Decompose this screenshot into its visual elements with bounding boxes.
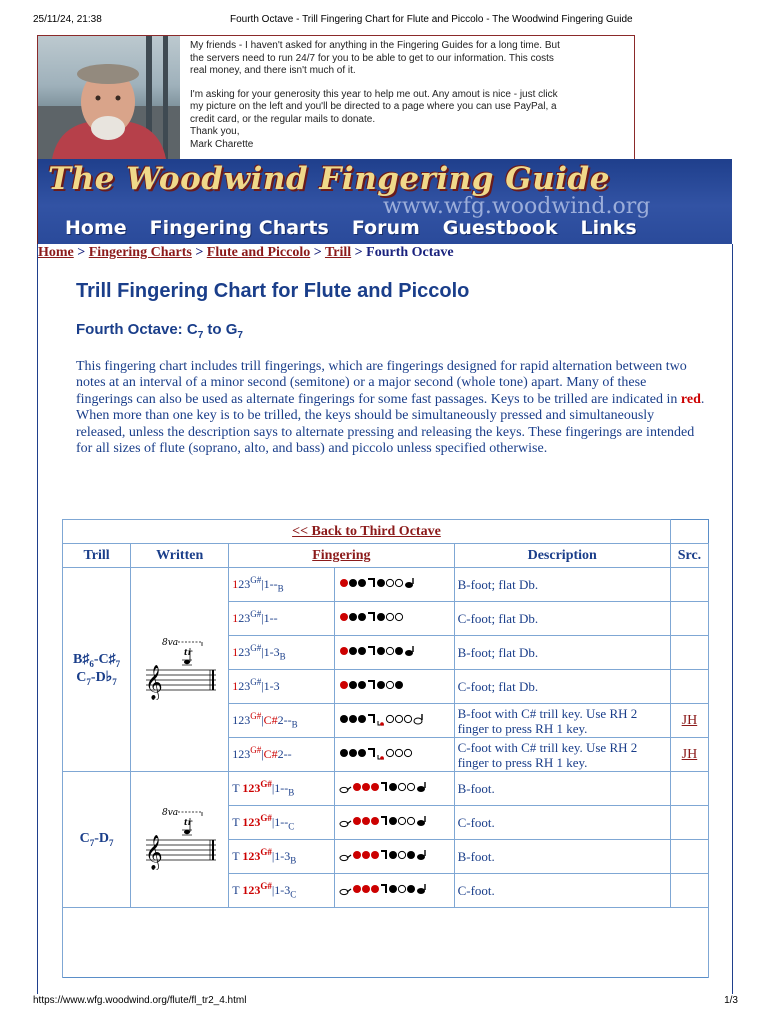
description-cell: C-foot; flat Db. bbox=[454, 670, 670, 704]
svg-text:𝄞: 𝄞 bbox=[144, 664, 163, 700]
nav-links[interactable]: Links bbox=[580, 217, 637, 239]
key-diagram-icon bbox=[338, 575, 450, 591]
fingering-diagram bbox=[335, 806, 454, 840]
description-cell: B-foot. bbox=[454, 772, 670, 806]
breadcrumb-home[interactable]: Home bbox=[38, 245, 74, 260]
source-cell bbox=[670, 704, 708, 738]
breadcrumb-current: Fourth Octave bbox=[366, 245, 454, 260]
donation-line: the servers need to run 24/7 for you to be able to get to our information. This costs bbox=[190, 52, 554, 64]
fingering-diagram bbox=[335, 738, 454, 772]
site-banner bbox=[37, 159, 732, 244]
treble-staff-notation bbox=[140, 806, 220, 870]
header-source: Src. bbox=[670, 544, 708, 568]
page-title: Trill Fingering Chart for Flute and Piccolo bbox=[76, 280, 470, 302]
donation-line: my picture on the left and you'll be directed to a page where you can use PayPal, a bbox=[190, 101, 557, 112]
nav-guestbook[interactable]: Guestbook bbox=[442, 217, 558, 239]
key-diagram-icon bbox=[338, 609, 450, 625]
donation-line: credit card, or the regular mails to donate. bbox=[190, 113, 376, 125]
fingering-diagram bbox=[335, 704, 454, 738]
header-trill: Trill bbox=[63, 544, 131, 568]
svg-text:tr: tr bbox=[183, 816, 192, 827]
key-diagram-icon bbox=[338, 847, 450, 863]
key-diagram-icon bbox=[338, 643, 450, 659]
donation-box bbox=[37, 35, 635, 160]
fingering-text: $123^{G\#}|C\#2--$ bbox=[229, 738, 335, 772]
fingering-diagram bbox=[335, 874, 454, 908]
svg-text:𝄞: 𝄞 bbox=[144, 834, 163, 870]
donation-line: real money, and there isn't much of it. bbox=[190, 65, 356, 76]
description-cell: B-foot; flat Db. bbox=[454, 568, 670, 602]
site-logo[interactable]: The Woodwind Fingering Guide bbox=[48, 161, 610, 197]
description-cell: B-foot; flat Db. bbox=[454, 636, 670, 670]
fingering-diagram bbox=[335, 840, 454, 874]
site-url: www.wfg.woodwind.org bbox=[383, 194, 651, 219]
fingering-text: T $123^{G\#}|1-3_B$ bbox=[229, 840, 335, 874]
breadcrumb: Home > Fingering Charts > Flute and Piccolo > Trill > Fourth Octave bbox=[38, 245, 454, 260]
header-written: Written bbox=[131, 544, 229, 568]
description-cell: C-foot. bbox=[454, 806, 670, 840]
nav-home[interactable]: Home bbox=[65, 217, 127, 239]
nav-forum[interactable]: Forum bbox=[351, 217, 420, 239]
key-diagram-icon bbox=[338, 745, 450, 761]
print-url: https://www.wfg.woodwind.org/flute/fl_tr2_4.html bbox=[33, 995, 247, 1006]
fingering-text: T $123^{G\#}|1--_B$ bbox=[229, 772, 335, 806]
svg-text:tr: tr bbox=[183, 646, 192, 657]
source-cell bbox=[670, 874, 708, 908]
written-notation-1 bbox=[131, 568, 229, 772]
fingering-diagram bbox=[335, 670, 454, 704]
header-description: Description bbox=[454, 544, 670, 568]
written-notation-2 bbox=[131, 772, 229, 908]
header-fingering[interactable]: Fingering bbox=[229, 544, 454, 568]
print-page-number: 1/3 bbox=[724, 995, 738, 1006]
fingering-text: T $123^{G\#}|1--_C$ bbox=[229, 806, 335, 840]
red-keyword: red bbox=[680, 391, 701, 407]
donation-line: Thank you, bbox=[190, 126, 240, 137]
source-cell bbox=[670, 636, 708, 670]
description-cell: B-foot. bbox=[454, 840, 670, 874]
treble-staff-notation bbox=[140, 636, 220, 700]
donation-line: Mark Charette bbox=[190, 138, 254, 150]
source-link-jh[interactable]: JH bbox=[681, 713, 698, 728]
intro-paragraph: This fingering chart includes trill fingerings, which are fingerings designed for rapid alternation between two notes at an interval of a minor second (semitone) or a major second (whole tone) apart. Many of these fingerings can also be used as alternate fingerings for some fast passages. Keys to be trilled are indicated in red. When more than one key is to be trilled, the keys should be simultaneously pressed and simultaneously released, unless the description says to alternate pressing and releasing the keys. These fingerings are intended for all sizes of flute (soprano, alto, and bass) and piccolo unless specified otherwise. bbox=[76, 359, 705, 457]
key-diagram-icon bbox=[338, 881, 450, 897]
fingering-text: $123^{G\#}|1-3$ bbox=[229, 670, 335, 704]
print-header bbox=[0, 14, 768, 30]
breadcrumb-flute-piccolo[interactable]: Flute and Piccolo bbox=[206, 245, 311, 260]
fingering-text: $123^{G\#}|1--_B$ bbox=[229, 568, 335, 602]
key-diagram-icon bbox=[338, 813, 450, 829]
source-cell bbox=[670, 840, 708, 874]
print-title: Fourth Octave - Trill Fingering Chart for Flute and Piccolo - The Woodwind Fingering Guide bbox=[230, 14, 633, 25]
fingering-text: $123^{G\#}|1-3_B$ bbox=[229, 636, 335, 670]
fingering-text: $123^{G\#}|C\#2--_B$ bbox=[229, 704, 335, 738]
description-cell: B-foot with C# trill key. Use RH 2 finger to press RH 1 key. bbox=[454, 704, 670, 738]
fingering-text: T $123^{G\#}|1-3_C$ bbox=[229, 874, 335, 908]
trill-chart bbox=[62, 519, 709, 978]
breadcrumb-fingering-charts[interactable]: Fingering Charts bbox=[88, 245, 192, 260]
fingering-diagram bbox=[335, 772, 454, 806]
source-link-jh[interactable]: JH bbox=[681, 747, 698, 762]
donation-line: My friends - I haven't asked for anything in the Fingering Guides for a long time. But bbox=[190, 40, 560, 51]
key-diagram-icon bbox=[338, 677, 450, 693]
portrait-image[interactable] bbox=[38, 36, 180, 159]
source-cell bbox=[670, 806, 708, 840]
blank-row bbox=[63, 908, 709, 978]
fingering-diagram bbox=[335, 568, 454, 602]
page-subtitle: Fourth Octave: $C_7$ to $G_7$ bbox=[76, 321, 243, 341]
key-diagram-icon bbox=[338, 711, 450, 727]
breadcrumb-trill[interactable]: Trill bbox=[324, 245, 352, 260]
print-footer bbox=[0, 995, 768, 1011]
description-cell: C-foot. bbox=[454, 874, 670, 908]
donation-message bbox=[190, 40, 630, 151]
source-cell bbox=[670, 670, 708, 704]
trill-cell-bsharp-csharp: $B♯_6-C♯_7$ $C_7-D♭_7$ bbox=[63, 568, 131, 772]
donation-line: I'm asking for your generosity this year to help me out. Any amout is nice - just click bbox=[190, 88, 558, 100]
main-nav bbox=[65, 217, 660, 239]
nav-fingering-charts[interactable]: Fingering Charts bbox=[149, 217, 329, 239]
fingering-diagram bbox=[335, 636, 454, 670]
description-cell: C-foot; flat Db. bbox=[454, 602, 670, 636]
source-cell bbox=[670, 602, 708, 636]
svg-text:8va: 8va bbox=[161, 637, 178, 648]
key-diagram-icon bbox=[338, 779, 450, 795]
description-cell: C-foot with C# trill key. Use RH 2 finger to press RH 1 key. bbox=[454, 738, 670, 772]
back-to-third-octave-link[interactable]: << Back to Third Octave bbox=[292, 523, 441, 539]
print-date: 25/11/24, 21:38 bbox=[33, 14, 102, 25]
svg-text:8va: 8va bbox=[161, 807, 178, 818]
source-cell bbox=[670, 738, 708, 772]
source-cell bbox=[670, 568, 708, 602]
source-cell bbox=[670, 772, 708, 806]
trill-cell-c-d: $C_7-D_7$ bbox=[63, 772, 131, 908]
fingering-text: $123^{G\#}|1--$ bbox=[229, 602, 335, 636]
donation-photo[interactable] bbox=[38, 36, 180, 159]
fingering-diagram bbox=[335, 602, 454, 636]
